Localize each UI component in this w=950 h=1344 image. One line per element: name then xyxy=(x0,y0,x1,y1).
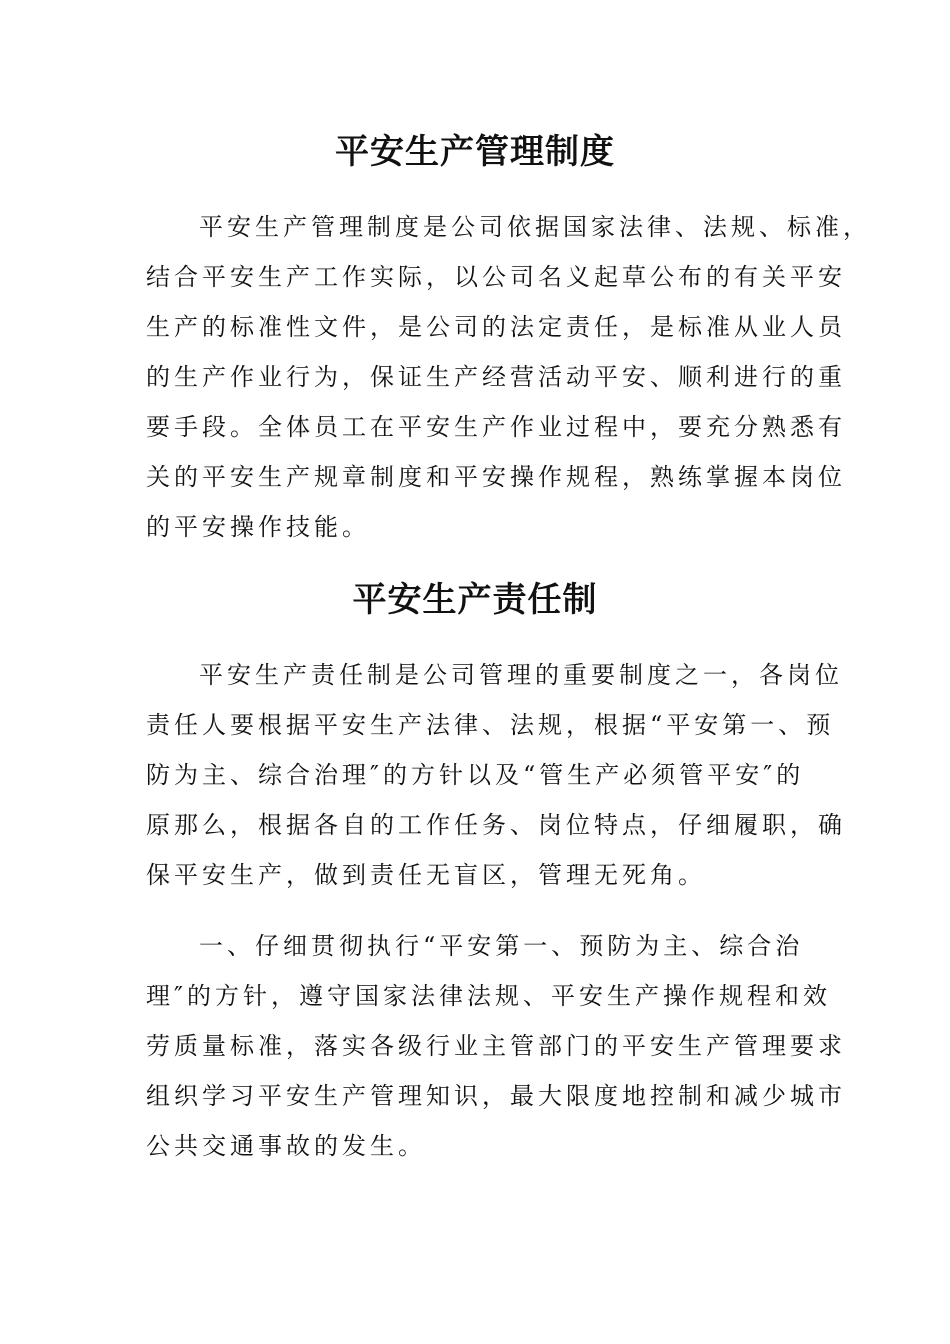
paragraph-line: 组织学习平安生产管理知识，最大限度地控制和减少城市 xyxy=(146,1082,846,1110)
paragraph-line: 的平安操作技能。 xyxy=(146,513,370,541)
paragraph-line: 结合平安生产工作实际，以公司名义起草公布的有关平安 xyxy=(146,263,846,291)
paragraph-line: 保平安生产，做到责任无盲区，管理无死角。 xyxy=(146,861,706,889)
paragraph-line: 平安生产管理制度是公司依据国家法律、法规、标准， xyxy=(199,213,871,241)
paragraph-line: 一、仔细贯彻执行“平安第一、预防为主、综合治 xyxy=(199,932,804,960)
paragraph-line: 原那么，根据各自的工作任务、岗位特点，仔细履职，确 xyxy=(146,811,846,839)
section-title-safety-management: 平安生产管理制度 xyxy=(335,132,615,172)
paragraph-line: 要手段。全体员工在平安生产作业过程中，要充分熟悉有 xyxy=(146,413,846,441)
paragraph-line: 劳质量标准，落实各级行业主管部门的平安生产管理要求 xyxy=(146,1032,846,1060)
paragraph-safety-management xyxy=(146,202,871,552)
section-title-responsibility-system: 平安生产责任制 xyxy=(352,580,598,620)
paragraph-line: 平安生产责任制是公司管理的重要制度之一，各岗位 xyxy=(199,661,843,689)
paragraph-line: 防为主、综合治理″的方针以及“管生产必须管平安″的 xyxy=(146,761,805,789)
paragraph-line: 的生产作业行为，保证生产经营活动平安、顺利进行的重 xyxy=(146,363,846,391)
paragraph-line: 责任人要根据平安生产法律、法规，根据“平安第一、预 xyxy=(146,711,835,739)
paragraph-line: 公共交通事故的发生。 xyxy=(146,1132,426,1160)
paragraph-responsibility-intro xyxy=(146,650,846,900)
paragraph-line: 理″的方针，遵守国家法律法规、平安生产操作规程和效 xyxy=(146,982,831,1010)
paragraph-line: 关的平安生产规章制度和平安操作规程，熟练掌握本岗位 xyxy=(146,463,846,491)
paragraph-responsibility-item-1 xyxy=(146,921,846,1171)
paragraph-line: 生产的标准性文件，是公司的法定责任，是标准从业人员 xyxy=(146,313,846,341)
